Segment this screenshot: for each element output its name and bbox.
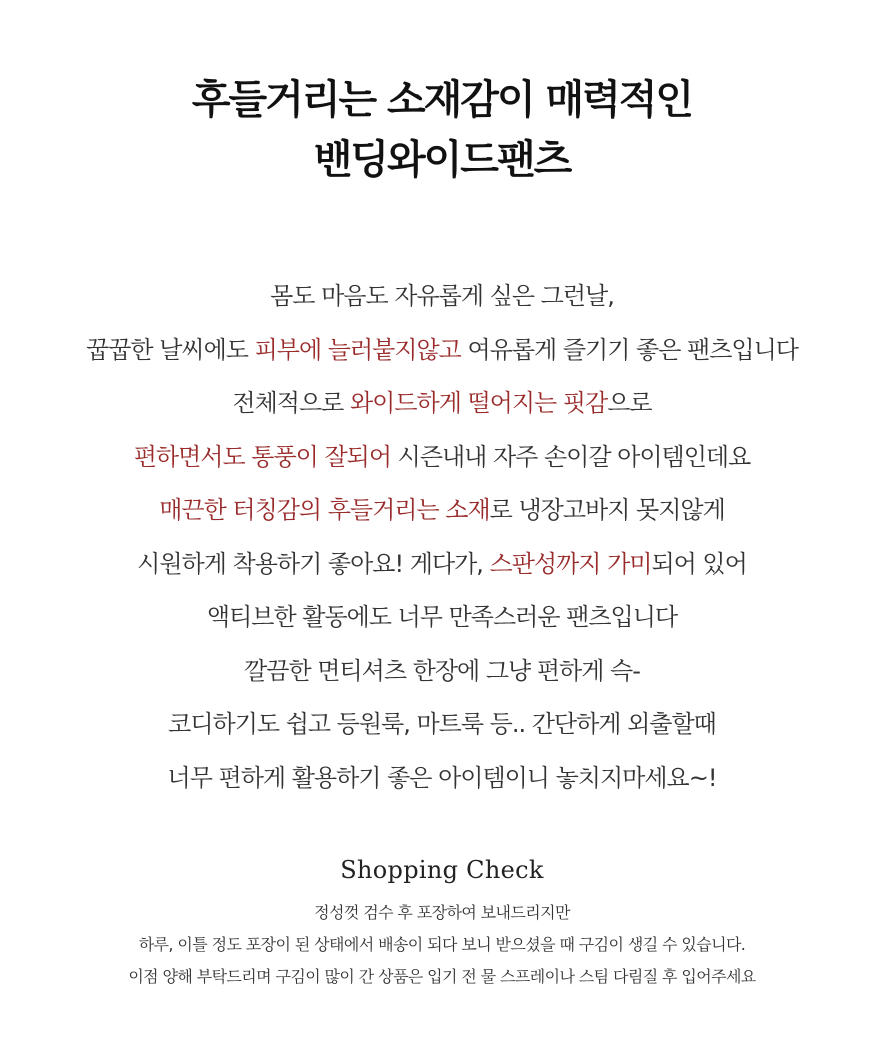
description-text: 액티브한 활동에도 너무 만족스러운 팬츠입니다 (206, 603, 678, 631)
description-text: 여유롭게 즐기기 좋은 팬츠입니다 (460, 335, 798, 364)
description-text: 몸도 마음도 자유롭게 싶은 그런날, (270, 282, 614, 310)
description-text: 되어 있어 (651, 549, 747, 578)
description-text: 깔끔한 면티셔츠 한장에 그냥 편하게 슥- (244, 656, 640, 685)
description-text: 시원하게 착용하기 좋아요! 게다가, (137, 549, 490, 578)
shopping-check-line: 하루, 이틀 정도 포장이 된 상태에서 배송이 되다 보니 받으셨을 때 구김이 생길 수 있습니다. (138, 935, 746, 954)
description-line (0, 270, 884, 324)
description-line (0, 752, 884, 806)
description-text: 너무 편하게 활용하기 좋은 아이템이니 놓치지마세요~! (167, 763, 717, 792)
description-line (0, 377, 884, 431)
title-line-1: 후들거리는 소재감이 매력적인 (191, 77, 693, 123)
description-text: 로 냉장고바지 못지않게 (489, 496, 725, 524)
shopping-check-line: 이점 양해 부탁드리며 구김이 많이 간 상품은 입기 전 물 스프레이나 스팀 다림질 후 입어주세요 (128, 967, 756, 986)
shopping-check-title: Shopping Check (340, 856, 544, 884)
description-line (0, 645, 884, 699)
description-line (0, 698, 884, 752)
description-line (0, 538, 884, 592)
highlighted-text: 매끈한 터칭감의 후들거리는 소재 (159, 496, 490, 524)
description-text: 전체적으로 (232, 389, 350, 417)
product-description (0, 270, 884, 805)
description-line (0, 431, 884, 485)
highlighted-text: 스판성까지 가미 (489, 549, 652, 578)
highlighted-text: 와이드하게 떨어지는 핏감 (349, 389, 608, 417)
description-text: 코디하기도 쉽고 등원룩, 마트룩 등.. 간단하게 외출할때 (168, 710, 716, 738)
page-title (0, 70, 884, 190)
shopping-check-line: 정성껏 검수 후 포장하여 보내드리지만 (314, 903, 570, 922)
description-text: 꿉꿉한 날씨에도 (86, 335, 255, 364)
description-text: 시즌내내 자주 손이갈 아이템인데요 (391, 442, 751, 471)
shopping-check-notice (0, 897, 884, 993)
description-line (0, 591, 884, 645)
highlighted-text: 피부에 늘러붙지않고 (254, 335, 461, 364)
title-line-2: 밴딩와이드팬츠 (313, 137, 571, 183)
description-line (0, 484, 884, 538)
highlighted-text: 편하면서도 통풍이 잘되어 (133, 442, 391, 471)
description-line (0, 324, 884, 378)
description-text: 으로 (607, 389, 652, 417)
